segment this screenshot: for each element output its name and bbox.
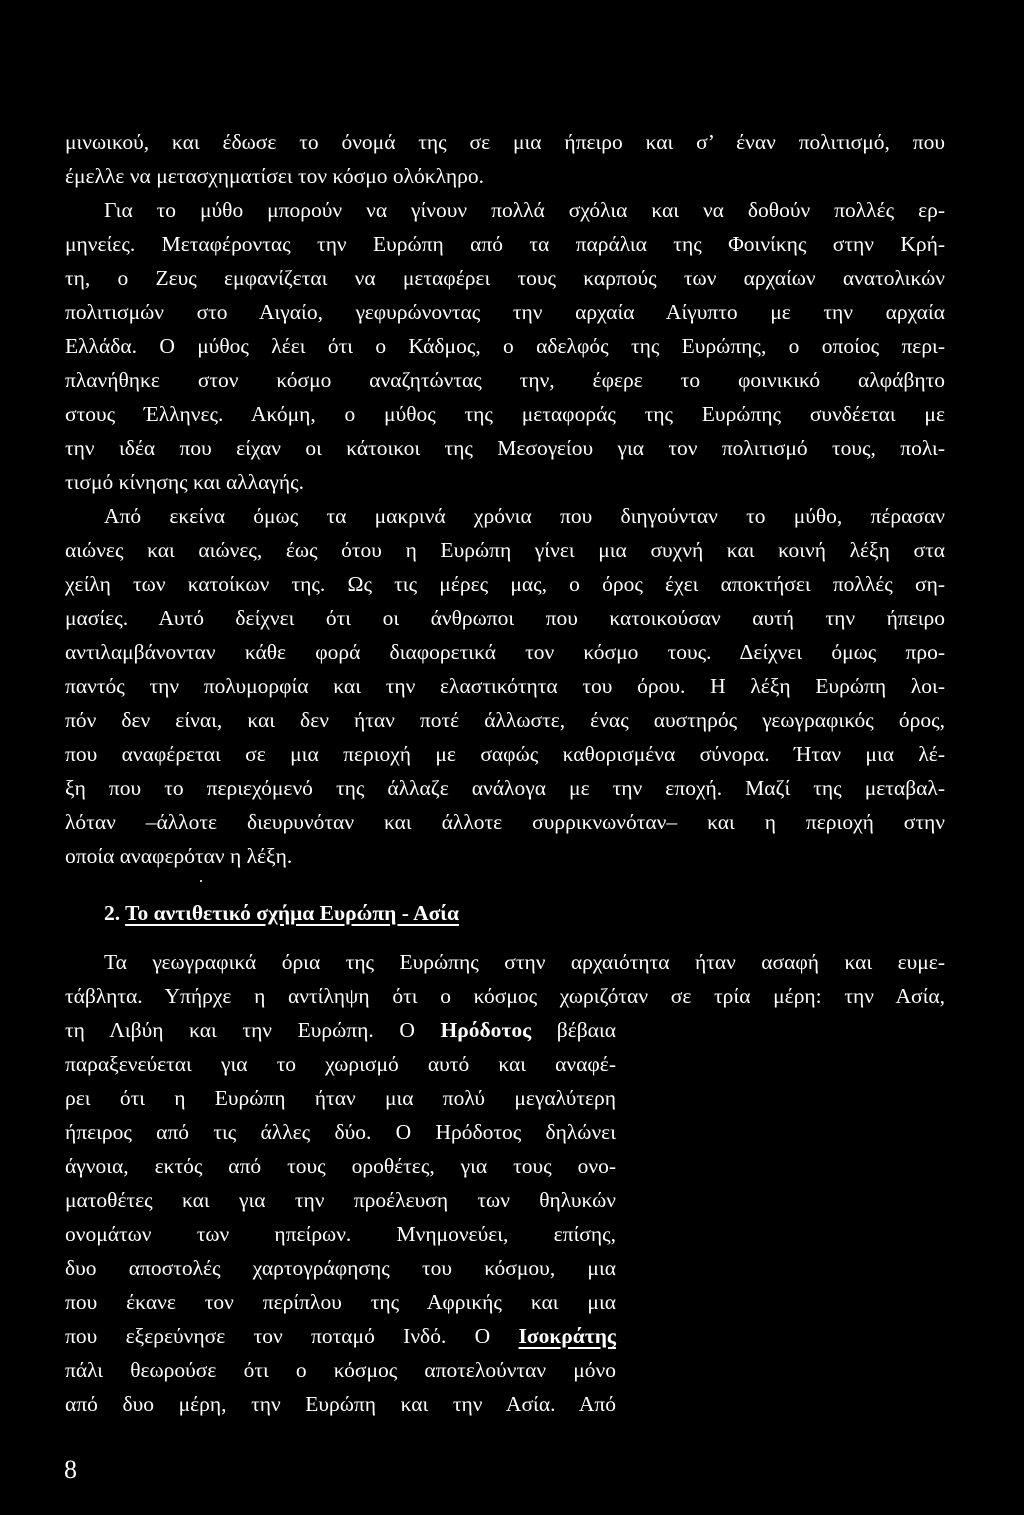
text-line: από δυο μέρη, την Ευρώπη και την Ασία. Από xyxy=(65,1392,616,1416)
text-line: έμελλε να μετασχηματίσει τον κόσμο ολόκληρο. xyxy=(65,164,484,188)
text-line: οποία αναφερόταν η λέξη. xyxy=(65,844,293,868)
text-line: που έκανε τον περίπλου της Αφρικής και μια xyxy=(65,1290,616,1314)
text-line: λόταν –άλλοτε διευρυνόταν και άλλοτε συρρικνωνόταν– και η περιοχή στην xyxy=(65,810,945,834)
page-number: 8 xyxy=(64,1455,77,1484)
text-line: ξη που το περιεχόμενό της άλλαζε ανάλογα με την εποχή. Μαζί της μεταβαλ- xyxy=(65,776,945,800)
section-heading xyxy=(104,897,459,929)
text-line xyxy=(65,1320,616,1352)
text-line: πλανήθηκε στον κόσμο αναζητώντας την, έφερε το φοινικικό αλφάβητο xyxy=(65,368,945,392)
text-line: παντός την πολυμορφία και την ελαστικότητα του όρου. Η λέξη Ευρώπη λοι- xyxy=(65,674,945,698)
section-title: Το αντιθετικό σχήμα Ευρώπη - Ασία xyxy=(125,901,459,925)
text-line: ματοθέτες και για την προέλευση των θηλυκών xyxy=(65,1188,616,1212)
text-line: ήπειρος από τις άλλες δύο. Ο Ηρόδοτος δηλώνει xyxy=(65,1120,616,1144)
text-line: ονομάτων των ηπείρων. Μνημονεύει, επίσης, xyxy=(65,1222,616,1246)
text-line: ρει ότι η Ευρώπη ήταν μια πολύ μεγαλύτερη xyxy=(65,1086,616,1110)
name-isocrates: Ισοκράτης xyxy=(518,1324,616,1348)
text-line: πάλι θεωρούσε ότι ο κόσμος αποτελούνταν μόνο xyxy=(65,1358,616,1382)
text-run: τη Λιβύη και την Ευρώπη. Ο xyxy=(65,1018,441,1042)
text-line: χείλη των κατοίκων της. Ως τις μέρες μας, ο όρος έχει αποκτήσει πολλές ση- xyxy=(65,572,945,596)
text-run: που εξερεύνησε τον ποταμό Ινδό. Ο xyxy=(65,1324,519,1348)
text-run: βέβαια xyxy=(531,1018,616,1042)
text-line: Από εκείνα όμως τα μακρινά χρόνια που διηγούνταν το μύθο, πέρασαν xyxy=(104,504,945,528)
text-line: Για το μύθο μπορούν να γίνουν πολλά σχόλια και να δοθούν πολλές ερ- xyxy=(104,198,945,222)
text-line: μινωικού, και έδωσε το όνομά της σε μια ήπειρο και σ’ έναν πολιτισμό, που xyxy=(65,130,945,154)
text-line: πολιτισμών στο Αιγαίο, γεφυρώνοντας την αρχαία Αίγυπτο με την αρχαία xyxy=(65,300,945,324)
text-line: στους Έλληνες. Ακόμη, ο μύθος της μεταφοράς της Ευρώπης συνδέεται με xyxy=(65,402,945,426)
text-line: αιώνες και αιώνες, έως ότου η Ευρώπη γίνει μια συχνή και κοινή λέξη στα xyxy=(65,538,945,562)
text-line: τισμό κίνησης και αλλαγής. xyxy=(65,470,305,494)
text-line: πόν δεν είναι, και δεν ήταν ποτέ άλλωστε, ένας αυστηρός γεωγραφικός όρος, xyxy=(65,708,945,732)
text-line xyxy=(65,1014,616,1046)
text-line: παραξενεύεται για το χωρισμό αυτό και αναφέ- xyxy=(65,1052,616,1076)
text-line: δυο αποστολές χαρτογράφησης του κόσμου, μια xyxy=(65,1256,616,1280)
text-line: άγνοια, εκτός από τους οροθέτες, για τους ονο- xyxy=(65,1154,616,1178)
section-number: 2. xyxy=(104,901,121,925)
text-line: Ελλάδα. Ο μύθος λέει ότι ο Κάδμος, ο αδελφός της Ευρώπης, ο οποίος περι- xyxy=(65,334,945,358)
text-line: που αναφέρεται σε μια περιοχή με σαφώς καθορισμένα σύνορα. Ήταν μια λέ- xyxy=(65,742,945,766)
text-line: τάβλητα. Υπήρχε η αντίληψη ότι ο κόσμος χωριζόταν σε τρία μέρη: την Ασία, xyxy=(65,984,945,1008)
name-herodotus: Ηρόδοτος xyxy=(440,1018,532,1042)
text-line: Τα γεωγραφικά όρια της Ευρώπης στην αρχαιότητα ήταν ασαφή και ευμε- xyxy=(104,950,945,974)
text-line: μασίες. Αυτό δείχνει ότι οι άνθρωποι που κατοικούσαν αυτή την ήπειρο xyxy=(65,606,945,630)
text-line: αντιλαμβάνονταν κάθε φορά διαφορετικά τον κόσμο τους. Δείχνει όμως προ- xyxy=(65,640,945,664)
text-line: την ιδέα που είχαν οι κάτοικοι της Μεσογείου για τον πολιτισμό τους, πολι- xyxy=(65,436,945,460)
print-speck xyxy=(200,880,202,882)
text-line: μηνείες. Μεταφέροντας την Ευρώπη από τα παράλια της Φοινίκης στην Κρή- xyxy=(65,232,945,256)
text-line: τη, ο Ζευς εμφανίζεται να μεταφέρει τους καρπούς των αρχαίων ανατολικών xyxy=(65,266,945,290)
